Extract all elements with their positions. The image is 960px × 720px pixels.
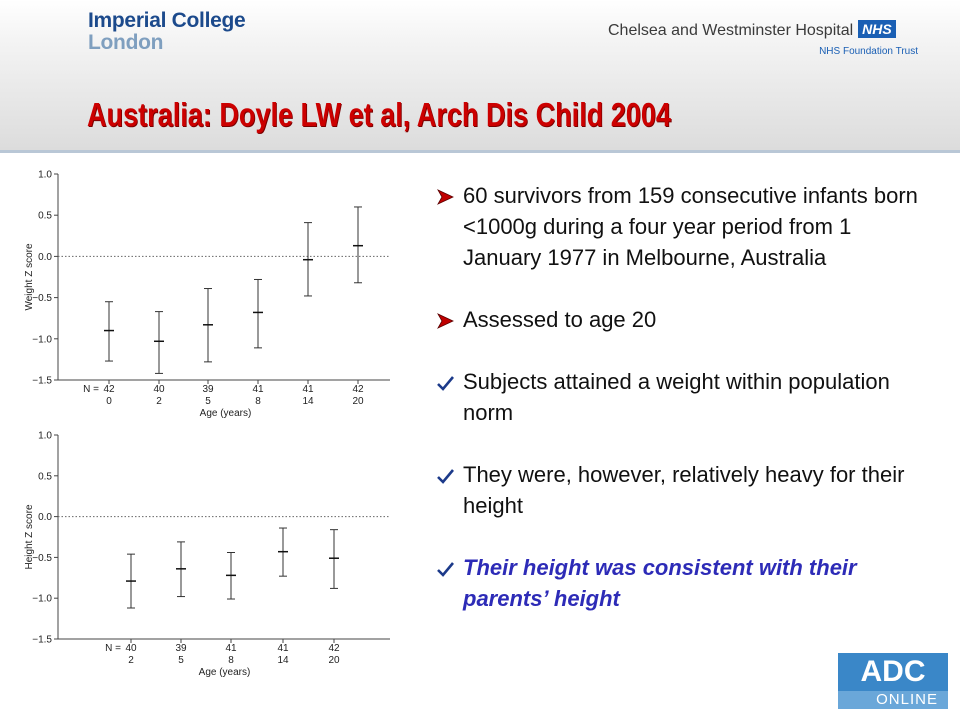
- n-prefix-label: N =: [83, 384, 99, 395]
- n-label: 39: [202, 384, 214, 395]
- charts-figure: [18, 162, 398, 692]
- x-axis-label: Age (years): [198, 667, 251, 678]
- x-tick-label: 8: [228, 655, 234, 666]
- y-tick-label: −0.5: [32, 293, 52, 305]
- bullet-item: [436, 459, 926, 521]
- x-tick-label: 14: [302, 396, 314, 407]
- slide-title: Australia: Doyle LW et al, Arch Dis Child 2004: [87, 96, 671, 133]
- n-label: 41: [225, 643, 237, 654]
- bullet-text: Assessed to age 20: [463, 307, 657, 332]
- logo-line-2: London: [88, 31, 164, 54]
- n-label: 42: [328, 643, 340, 654]
- trust-name: NHS Foundation Trust: [819, 46, 918, 57]
- bullet-item: [436, 304, 926, 335]
- imperial-college-logo: [88, 10, 245, 54]
- hospital-name: Chelsea and Westminster Hospital: [608, 22, 854, 39]
- y-tick-label: 1.0: [38, 169, 52, 181]
- arrow-icon: [436, 307, 456, 333]
- n-label: 42: [103, 384, 115, 395]
- x-tick-label: 20: [328, 655, 340, 666]
- x-tick-label: 8: [255, 396, 261, 407]
- y-tick-label: 1.0: [38, 430, 52, 442]
- y-tick-label: −1.5: [32, 634, 52, 646]
- y-tick-label: 0.5: [38, 210, 52, 222]
- y-axis-label: Weight Z score: [24, 243, 35, 311]
- y-tick-label: 0.0: [38, 251, 52, 263]
- chart-panel-1: [24, 170, 390, 420]
- y-axis-label: Height Z score: [24, 504, 35, 570]
- y-tick-label: 0.0: [38, 512, 52, 524]
- hospital-logo: [608, 20, 926, 57]
- bullet-text: 60 survivors from 159 consecutive infants born <1000g during a four year period from 1 January 1977 in Melbourne, Australia: [463, 183, 918, 270]
- bullet-item: [436, 552, 926, 614]
- n-label: 41: [302, 384, 314, 395]
- bullet-text: Their height was consistent with their parents’ height: [463, 555, 857, 611]
- n-label: 40: [125, 643, 137, 654]
- n-label: 39: [175, 643, 187, 654]
- y-tick-label: −1.0: [32, 593, 52, 605]
- nhs-badge: NHS: [858, 20, 896, 38]
- bullet-item: [436, 180, 926, 273]
- n-label: 41: [277, 643, 289, 654]
- bullet-item: [436, 366, 926, 428]
- x-axis-label: Age (years): [199, 408, 252, 419]
- header-divider: [0, 150, 960, 153]
- n-label: 40: [153, 384, 165, 395]
- adc-logo-text: ADC: [838, 653, 948, 691]
- x-tick-label: 5: [205, 396, 211, 407]
- y-tick-label: −0.5: [32, 552, 52, 564]
- y-tick-label: −1.0: [32, 334, 52, 346]
- bullet-text: Subjects attained a weight within population norm: [463, 369, 890, 425]
- x-tick-label: 14: [277, 655, 289, 666]
- n-label: 42: [352, 384, 364, 395]
- bullet-text: They were, however, relatively heavy for their height: [463, 462, 905, 518]
- n-label: 41: [252, 384, 264, 395]
- x-tick-label: 5: [178, 655, 184, 666]
- y-tick-label: −1.5: [32, 375, 52, 387]
- chart-panel-2: [24, 431, 390, 679]
- y-tick-label: 0.5: [38, 471, 52, 483]
- x-tick-label: 0: [106, 396, 112, 407]
- bullet-list: [436, 180, 926, 645]
- x-tick-label: 2: [156, 396, 162, 407]
- logo-line-1: Imperial College: [88, 9, 246, 32]
- arrow-icon: [436, 183, 456, 209]
- check-icon: [436, 462, 456, 488]
- x-tick-label: 20: [352, 396, 364, 407]
- n-prefix-label: N =: [105, 643, 121, 654]
- adc-logo-subtext: ONLINE: [838, 691, 948, 709]
- x-tick-label: 2: [128, 655, 134, 666]
- adc-online-logo: [838, 653, 948, 709]
- check-icon: [436, 555, 456, 581]
- check-icon: [436, 369, 456, 395]
